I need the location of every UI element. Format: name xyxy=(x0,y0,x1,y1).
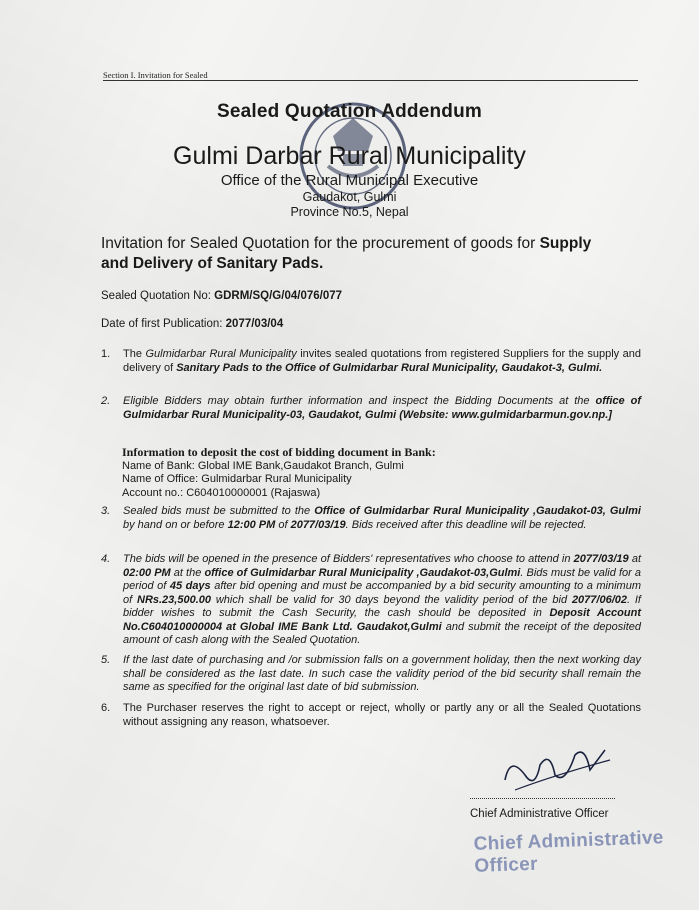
office-name: Office of the Rural Municipal Executive xyxy=(220,172,479,189)
quotation-number: Sealed Quotation No: GDRM/SQ/G/04/076/077 xyxy=(101,290,343,302)
section-label: Section I. Invitation for Sealed xyxy=(103,70,208,80)
location: Gaudakot, Gulmi xyxy=(302,190,397,204)
handwritten-signature-icon xyxy=(495,735,615,800)
signature-line xyxy=(470,798,615,799)
publication-date: Date of first Publication: 2077/03/04 xyxy=(101,318,284,330)
municipality-name: Gulmi Darbar Rural Municipality xyxy=(173,142,526,170)
header-rule xyxy=(103,80,638,81)
province: Province No.5, Nepal xyxy=(290,205,409,219)
bank-info: Information to deposit the cost of bidding document in Bank: Name of Bank: Global IME Bank,Gaudakot Branch, Gulmi Name of Office: Gulmidarbar Rural Municipality Account no.: C604010000001 (Rajaswa) xyxy=(122,445,436,499)
invitation-heading: Invitation for Sealed Quotation for the procurement of goods for Supply and Delivery of Sanitary Pads. xyxy=(101,235,592,272)
addendum-title: Sealed Quotation Addendum xyxy=(216,101,483,122)
signatory-title: Chief Administrative Officer xyxy=(470,808,609,820)
officer-stamp: Chief Administrative Officer xyxy=(473,827,664,877)
